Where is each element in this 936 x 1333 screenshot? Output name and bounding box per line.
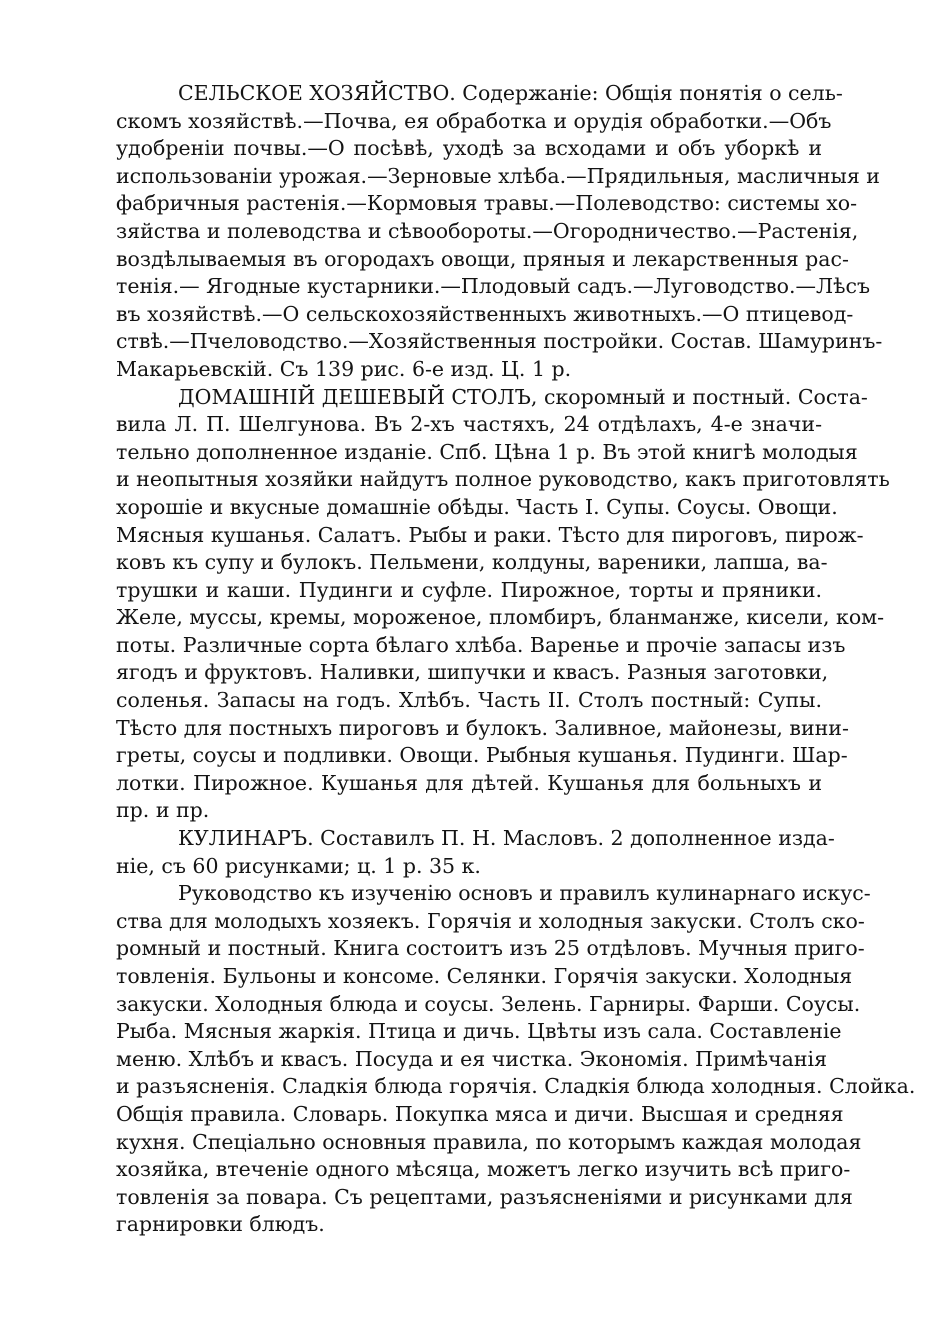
document-page xyxy=(116,80,916,1239)
text-line: Желе, муссы, кремы, мороженое, пломбиръ, бланманже, кисели, ком- xyxy=(116,605,885,630)
text-line: СЕЛЬСКОЕ ХОЗЯЙСТВО. Содержаніе: Общія понятія о сель- xyxy=(178,81,843,105)
text-line: поты. Различные сорта бѣлаго хлѣба. Варенье и прочіе запасы изъ xyxy=(116,632,846,657)
text-line: Рыба. Мясныя жаркія. Птица и дичь. Цвѣты изъ сала. Составленіе xyxy=(116,1019,842,1044)
text-line: скомъ хозяйствѣ.—Почва, ея обработка и орудія обработки.—Объ xyxy=(116,108,832,133)
text-line: въ хозяйствѣ.—О сельскохозяйственныхъ животныхъ.—О птицевод- xyxy=(116,301,854,326)
text-line: пр. и пр. xyxy=(116,798,210,823)
text-line: ства для молодыхъ хозяекъ. Горячія и холодныя закуски. Столъ ско- xyxy=(116,908,865,933)
text-line: зяйства и полеводства и сѣвообороты.—Огородничество.—Растенія, xyxy=(116,218,859,243)
text-line: воздѣлываемыя въ огородахъ овощи, пряныя и лекарственныя рас- xyxy=(116,246,849,271)
entry-home-table xyxy=(116,384,890,826)
text-line: кухня. Спеціально основныя правила, по которымъ каждая молодая xyxy=(116,1129,862,1154)
text-line: Тѣсто для постныхъ пироговъ и булокъ. Заливное, майонезы, вини- xyxy=(116,715,849,740)
text-line: ягодъ и фруктовъ. Наливки, шипучки и квасъ. Разныя заготовки, xyxy=(116,660,829,685)
text-line: соленья. Запасы на годъ. Хлѣбъ. Часть II. Столъ постный: Супы. xyxy=(116,688,822,713)
text-line: гарнировки блюдъ. xyxy=(116,1212,325,1237)
entry-agriculture xyxy=(116,80,883,384)
entry-culinary xyxy=(116,825,835,880)
text-line: хозяйка, втеченіе одного мѣсяца, можетъ легко изучить всѣ приго- xyxy=(116,1157,851,1182)
text-line: греты, соусы и подливки. Овощи. Рыбныя кушанья. Пудинги. Шар- xyxy=(116,743,848,768)
text-line: удобреніи почвы.—О посѣвѣ, уходѣ за всходами и объ уборкѣ и xyxy=(116,136,822,161)
text-line: закуски. Холодныя блюда и соусы. Зелень. Гарниры. Фарши. Соусы. xyxy=(116,991,861,1016)
text-line: и неопытныя хозяйки найдутъ полное руководство, какъ приготовлять xyxy=(116,467,890,492)
text-line: Общія правила. Словарь. Покупка мяса и дичи. Высшая и средняя xyxy=(116,1101,844,1126)
text-line: использованіи урожая.—Зерновые хлѣба.—Прядильныя, масличныя и xyxy=(116,163,880,188)
text-line: Мясныя кушанья. Салатъ. Рыбы и раки. Тѣсто для пироговъ, пирож- xyxy=(116,522,864,547)
text-line: КУЛИНАРЪ. Составилъ П. Н. Масловъ. 2 дополненное изда- xyxy=(178,826,835,851)
text-line: ДОМАШНІЙ ДЕШЕВЫЙ СТОЛЪ, скоромный и постный. Соста- xyxy=(178,384,868,409)
entry-culinary-description xyxy=(116,880,916,1239)
text-line: товленія. Бульоны и консоме. Селянки. Горячія закуски. Холодныя xyxy=(116,964,853,988)
text-line: Руководство къ изученію основъ и правилъ кулинарнаго искус- xyxy=(178,881,871,906)
text-line: ніе, съ 60 рисунками; ц. 1 р. 35 к. xyxy=(116,853,481,878)
text-line: тельно дополненное изданіе. Спб. Цѣна 1 р. Въ этой книгѣ молодыя xyxy=(116,439,858,464)
text-line: ковъ къ супу и булокъ. Пельмени, колдуны, вареники, лапша, ва- xyxy=(116,550,828,575)
text-line: товленія за повара. Съ рецептами, разъясненіями и рисунками для xyxy=(116,1184,853,1209)
text-line: хорошіе и вкусные домашніе обѣды. Часть I. Супы. Соусы. Овощи. xyxy=(116,494,838,519)
text-line: меню. Хлѣбъ и квасъ. Посуда и ея чистка. Экономія. Примѣчанія xyxy=(116,1046,828,1071)
text-line: лотки. Пирожное. Кушанья для дѣтей. Кушанья для больныхъ и xyxy=(116,770,822,795)
text-line: трушки и каши. Пудинги и суфле. Пирожное, торты и пряники. xyxy=(116,577,822,602)
text-line: вила Л. П. Шелгунова. Въ 2-хъ частяхъ, 24 отдѣлахъ, 4-е значи- xyxy=(116,412,822,437)
text-line: ромный и постный. Книга состоитъ изъ 25 отдѣловъ. Мучныя приго- xyxy=(116,936,865,961)
text-line: ствѣ.—Пчеловодство.—Хозяйственныя постройки. Состав. Шамуринъ- xyxy=(116,329,883,354)
text-line: и разъясненія. Сладкія блюда горячія. Сладкія блюда холодныя. Слойка. xyxy=(116,1074,916,1099)
text-line: тенія.— Ягодные кустарники.—Плодовый садъ.—Луговодство.—Лѣсъ xyxy=(116,274,871,299)
text-line: фабричныя растенія.—Кормовыя травы.—Полеводство: системы хо- xyxy=(116,191,858,216)
text-line: Макарьевскій. Съ 139 рис. 6-е изд. Ц. 1 р. xyxy=(116,356,572,381)
